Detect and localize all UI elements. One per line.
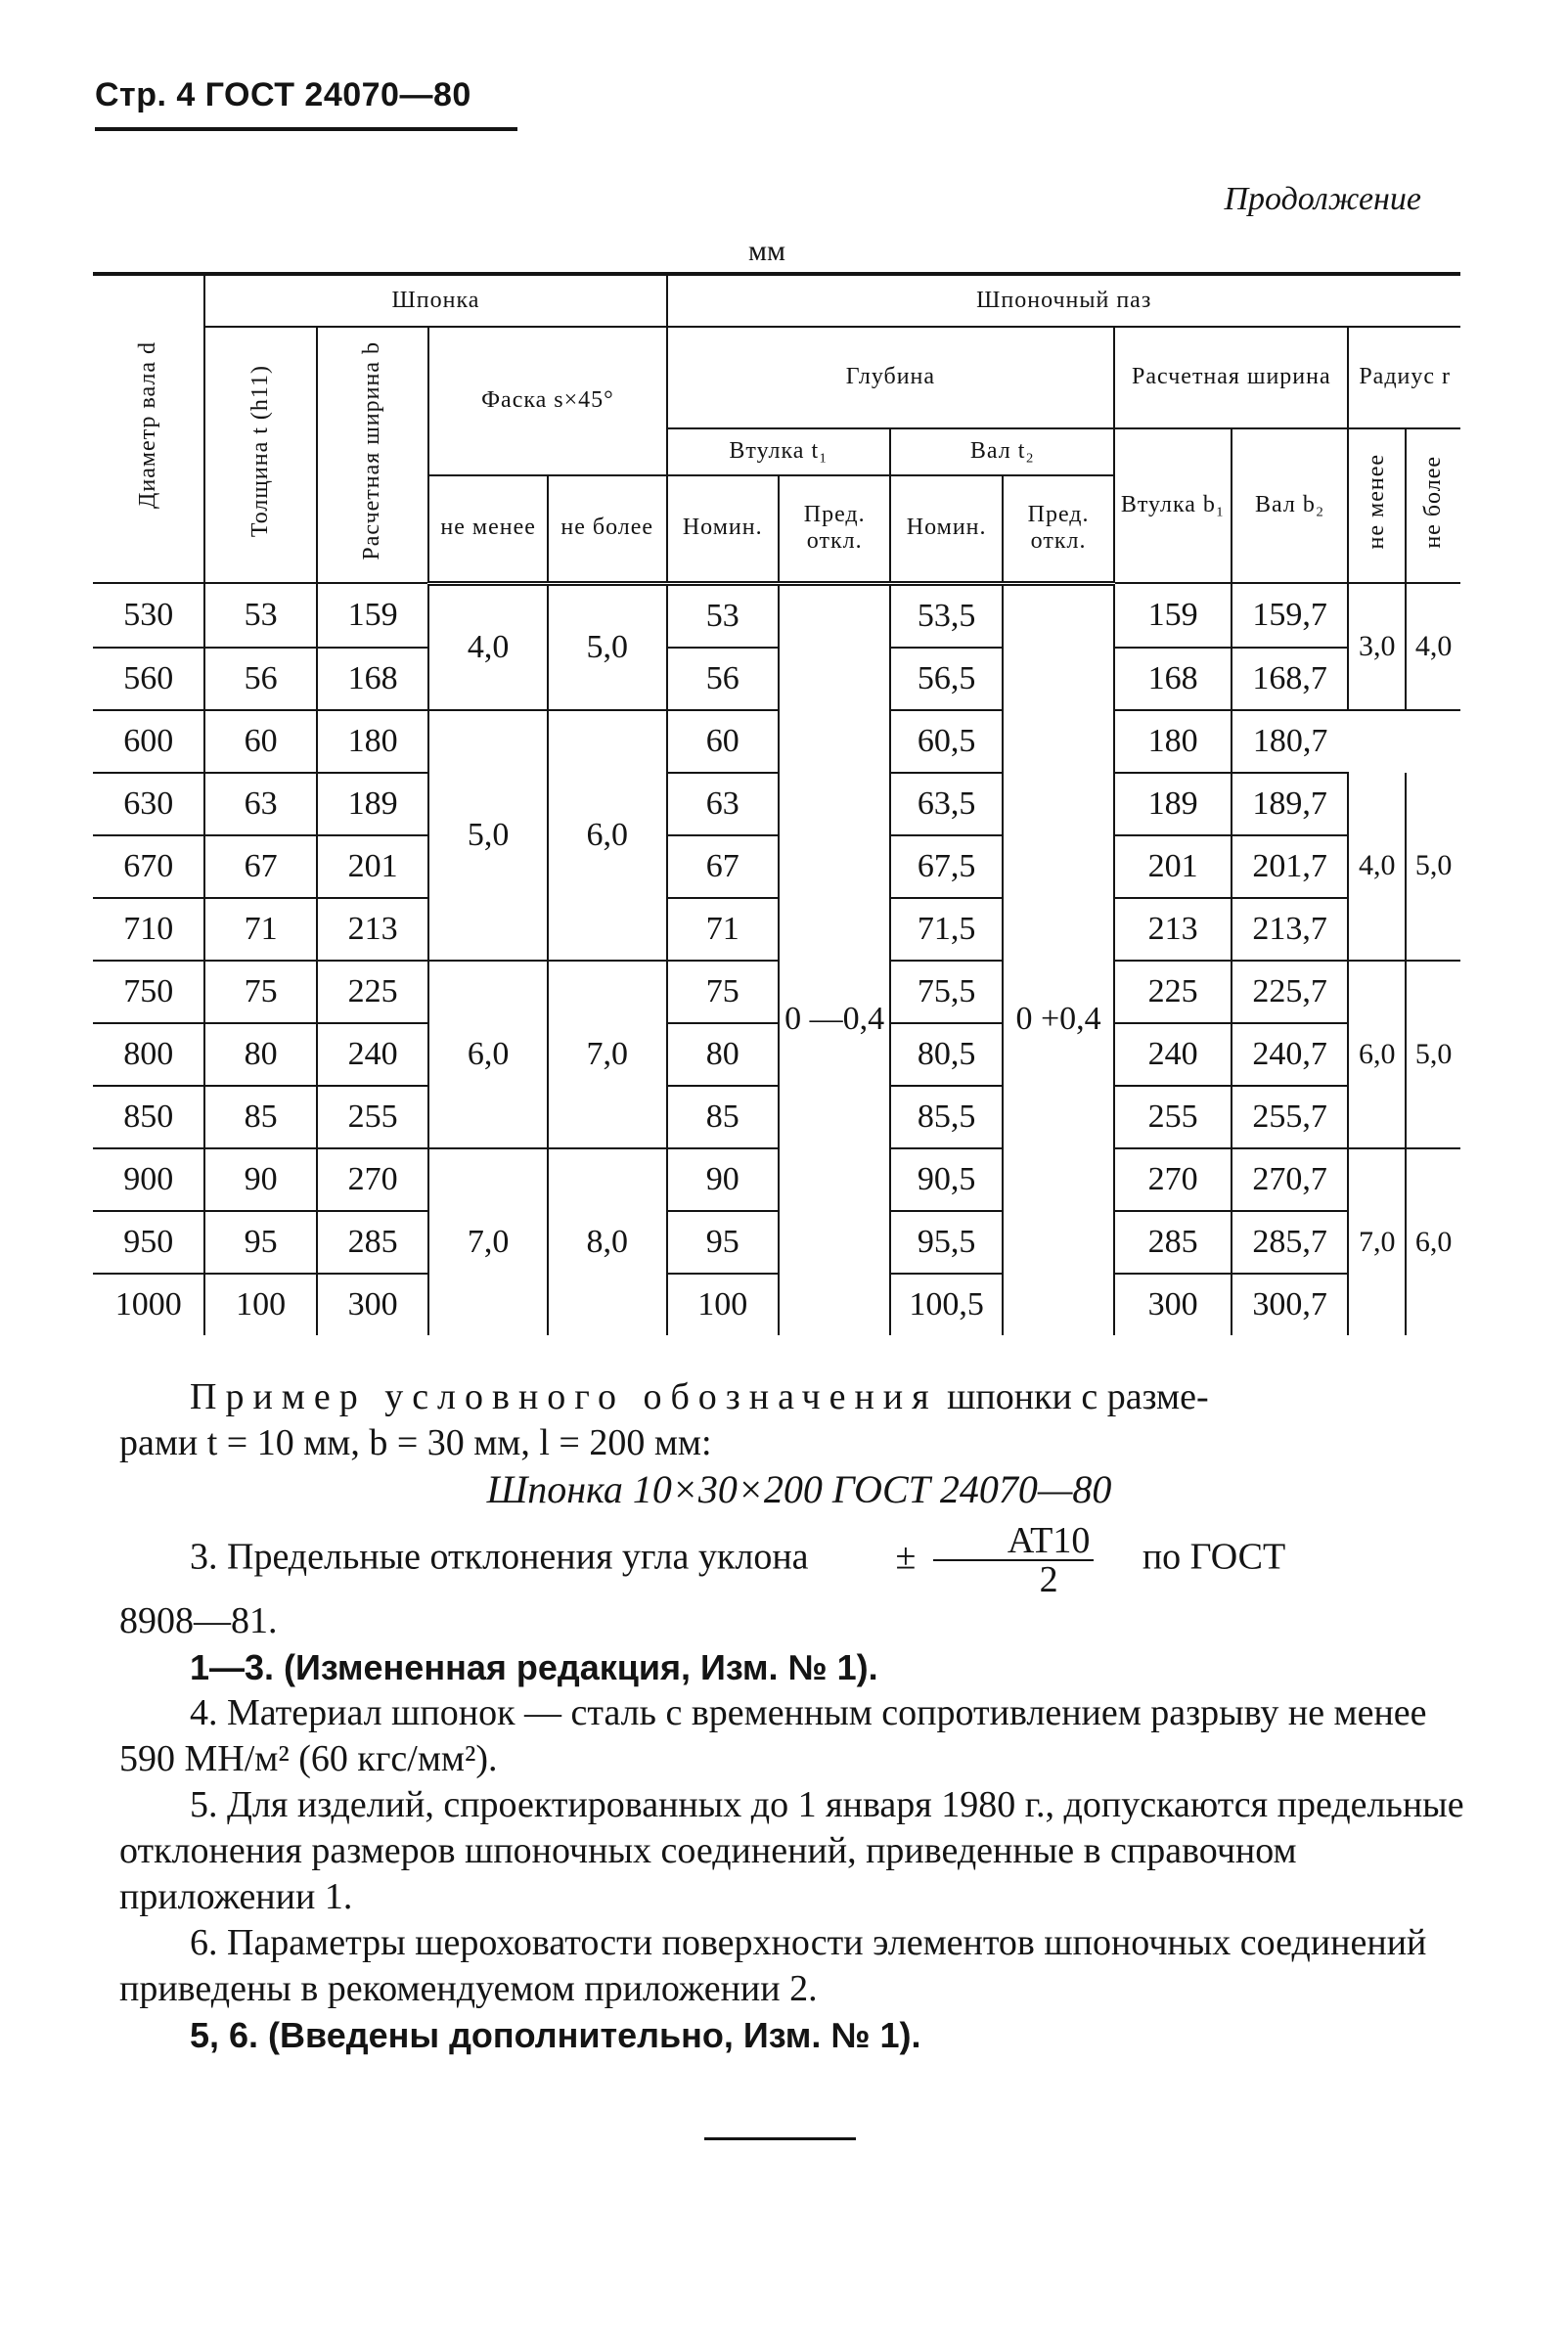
header-calc-width-slot: Расчетная ширина — [1114, 327, 1348, 428]
cell-thickness: 85 — [204, 1086, 316, 1148]
cell-calc-width: 300 — [317, 1274, 428, 1335]
header-calc-width: Расчетная ширина b — [317, 327, 428, 583]
cell-calc-width: 168 — [317, 648, 428, 710]
cell-chamfer-min: 5,0 — [428, 710, 548, 961]
cell-shaft-width: 189,7 — [1232, 773, 1349, 835]
units-label: мм — [748, 235, 785, 267]
cell-calc-width: 213 — [317, 898, 428, 961]
cell-shaft-diameter: 710 — [93, 898, 204, 961]
cell-shaft-diameter: 750 — [93, 961, 204, 1023]
plus-minus: ± — [895, 1536, 917, 1578]
cell-shaft-nominal: 63,5 — [890, 773, 1002, 835]
cell-shaft-nominal: 71,5 — [890, 898, 1002, 961]
table-row — [93, 648, 1460, 710]
cell-hub-nominal: 56 — [667, 648, 779, 710]
cell-shaft-width: 201,7 — [1232, 835, 1349, 898]
cell-shaft-diameter: 560 — [93, 648, 204, 710]
cell-shaft-diameter: 600 — [93, 710, 204, 773]
page-header: Стр. 4 ГОСТ 24070—80 — [95, 76, 471, 113]
cell-radius-max: 4,0 — [1406, 583, 1460, 710]
end-rule — [704, 2137, 856, 2140]
table-row — [93, 961, 1460, 1023]
header-keyway: Шпоночный паз — [667, 274, 1461, 327]
table-row — [93, 1211, 1460, 1274]
cell-shaft-nominal: 75,5 — [890, 961, 1002, 1023]
cell-radius-max: 5,0 — [1406, 961, 1460, 1148]
cell-hub-nominal: 90 — [667, 1148, 779, 1211]
table-row — [93, 773, 1460, 835]
cell-shaft-width: 225,7 — [1232, 961, 1349, 1023]
cell-shaft-nominal: 56,5 — [890, 648, 1002, 710]
fraction-numerator: AT10 — [933, 1522, 1094, 1561]
cell-calc-width: 255 — [317, 1086, 428, 1148]
cell-shaft-diameter: 850 — [93, 1086, 204, 1148]
cell-chamfer-max: 5,0 — [548, 583, 667, 710]
cell-radius-max: 5,0 — [1406, 773, 1460, 961]
cell-shaft-width: 270,7 — [1232, 1148, 1349, 1211]
continuation-label: Продолжение — [1224, 181, 1421, 217]
header-shaft-dev: Пред. откл. — [1003, 475, 1114, 583]
cell-thickness: 67 — [204, 835, 316, 898]
fraction — [933, 1522, 1094, 1598]
cell-thickness: 75 — [204, 961, 316, 1023]
cell-shaft-width: 213,7 — [1232, 898, 1349, 961]
cell-hub-width: 201 — [1114, 835, 1232, 898]
cell-hub-width: 270 — [1114, 1148, 1232, 1211]
header-key: Шпонка — [204, 274, 666, 327]
cell-hub-width: 159 — [1114, 583, 1232, 648]
cell-chamfer-min: 4,0 — [428, 583, 548, 710]
cell-thickness: 100 — [204, 1274, 316, 1335]
cell-thickness: 63 — [204, 773, 316, 835]
paragraph-4: 4. Материал шпонок — сталь с временным сопротивлением разрыву не менее 590 МН/м² (60 кгс/мм²). — [119, 1692, 1427, 1779]
header-hub-dev: Пред. откл. — [779, 475, 890, 583]
header-chamfer: Фаска s×45° — [428, 327, 666, 475]
keys-table — [93, 272, 1460, 1335]
cell-calc-width: 285 — [317, 1211, 428, 1274]
cell-hub-width: 225 — [1114, 961, 1232, 1023]
cell-thickness: 60 — [204, 710, 316, 773]
cell-chamfer-max: 6,0 — [548, 710, 667, 961]
cell-shaft-diameter: 900 — [93, 1148, 204, 1211]
p3-standard: 8908—81. — [119, 1600, 278, 1641]
cell-shaft-width: 168,7 — [1232, 648, 1349, 710]
cell-hub-nominal: 100 — [667, 1274, 779, 1335]
cell-hub-nominal: 71 — [667, 898, 779, 961]
example-line2: рами t = 10 мм, b = 30 мм, l = 200 мм: — [119, 1422, 712, 1463]
cell-shaft-diameter: 950 — [93, 1211, 204, 1274]
table-row — [93, 1023, 1460, 1086]
cell-shaft-width: 159,7 — [1232, 583, 1349, 648]
cell-thickness: 95 — [204, 1211, 316, 1274]
cell-thickness: 56 — [204, 648, 316, 710]
cell-thickness: 80 — [204, 1023, 316, 1086]
cell-hub-width: 189 — [1114, 773, 1232, 835]
table-row — [93, 1148, 1460, 1211]
cell-calc-width: 270 — [317, 1148, 428, 1211]
header-thickness: Толщина t (h11) — [204, 327, 316, 583]
header-radius: Радиус r — [1348, 327, 1460, 428]
cell-radius-min: 3,0 — [1348, 583, 1406, 710]
cell-hub-deviation: 0 —0,4 — [779, 583, 890, 1335]
cell-shaft-width: 300,7 — [1232, 1274, 1349, 1335]
example-spaced: Пример условного обозначения — [190, 1376, 938, 1417]
cell-shaft-width: 180,7 — [1232, 710, 1349, 773]
header-depth: Глубина — [667, 327, 1115, 428]
cell-shaft-nominal: 80,5 — [890, 1023, 1002, 1086]
header-hub-b1: Втулка b₁ — [1114, 428, 1232, 583]
p3-gost: по ГОСТ — [1142, 1536, 1286, 1578]
cell-shaft-diameter: 800 — [93, 1023, 204, 1086]
header-radius-max: не более — [1406, 428, 1460, 583]
cell-hub-nominal: 63 — [667, 773, 779, 835]
cell-calc-width: 189 — [317, 773, 428, 835]
example-rest: шпонки с разме- — [947, 1376, 1209, 1417]
cell-chamfer-max: 8,0 — [548, 1148, 667, 1335]
cell-shaft-nominal: 100,5 — [890, 1274, 1002, 1335]
cell-calc-width: 201 — [317, 835, 428, 898]
header-shaft-b2: Вал b₂ — [1232, 428, 1349, 583]
fraction-denominator: 2 — [1039, 1559, 1058, 1600]
cell-hub-width: 300 — [1114, 1274, 1232, 1335]
cell-hub-nominal: 85 — [667, 1086, 779, 1148]
table-row — [93, 1086, 1460, 1148]
cell-shaft-diameter: 670 — [93, 835, 204, 898]
cell-chamfer-min: 6,0 — [428, 961, 548, 1148]
body-text — [119, 1374, 1479, 2058]
header-shaft-nom: Номин. — [890, 475, 1002, 583]
cell-hub-nominal: 80 — [667, 1023, 779, 1086]
cell-calc-width: 159 — [317, 583, 428, 648]
cell-shaft-nominal: 85,5 — [890, 1086, 1002, 1148]
cell-thickness: 53 — [204, 583, 316, 648]
cell-calc-width: 240 — [317, 1023, 428, 1086]
table-row — [93, 583, 1460, 648]
cell-shaft-deviation: 0 +0,4 — [1003, 583, 1114, 1335]
table-row — [93, 1274, 1460, 1335]
p3-text: 3. Предельные отклонения угла уклона — [190, 1536, 809, 1578]
header-chamfer-max: не более — [548, 475, 667, 583]
header-hub-t1: Втулка t₁ — [667, 428, 891, 475]
cell-radius-min: 6,0 — [1348, 961, 1406, 1148]
cell-shaft-width: 240,7 — [1232, 1023, 1349, 1086]
header-shaft-diameter: Диаметр вала d — [93, 274, 204, 583]
cell-hub-nominal: 60 — [667, 710, 779, 773]
cell-hub-width: 168 — [1114, 648, 1232, 710]
cell-hub-nominal: 53 — [667, 583, 779, 648]
table-row — [93, 898, 1460, 961]
header-radius-min: не менее — [1348, 428, 1406, 583]
cell-hub-nominal: 67 — [667, 835, 779, 898]
cell-hub-width: 180 — [1114, 710, 1232, 773]
amendment-1: 1—3. (Измененная редакция, Изм. № 1). — [190, 1647, 878, 1687]
cell-shaft-nominal: 67,5 — [890, 835, 1002, 898]
cell-thickness: 71 — [204, 898, 316, 961]
cell-shaft-nominal: 60,5 — [890, 710, 1002, 773]
header-chamfer-min: не менее — [428, 475, 548, 583]
cell-radius-min: 4,0 — [1348, 773, 1406, 961]
cell-chamfer-min: 7,0 — [428, 1148, 548, 1335]
cell-hub-width: 213 — [1114, 898, 1232, 961]
cell-shaft-nominal: 90,5 — [890, 1148, 1002, 1211]
cell-hub-width: 285 — [1114, 1211, 1232, 1274]
cell-shaft-nominal: 95,5 — [890, 1211, 1002, 1274]
cell-shaft-width: 285,7 — [1232, 1211, 1349, 1274]
cell-hub-width: 240 — [1114, 1023, 1232, 1086]
cell-calc-width: 225 — [317, 961, 428, 1023]
amendment-2: 5, 6. (Введены дополнительно, Изм. № 1). — [190, 2015, 921, 2055]
cell-shaft-width: 255,7 — [1232, 1086, 1349, 1148]
designation: Шпонка 10×30×200 ГОСТ 24070—80 — [486, 1467, 1112, 1511]
header-hub-nom: Номин. — [667, 475, 779, 583]
table-row — [93, 710, 1460, 773]
table-row — [93, 835, 1460, 898]
cell-shaft-nominal: 53,5 — [890, 583, 1002, 648]
header-shaft-t2: Вал t₂ — [890, 428, 1114, 475]
paragraph-6: 6. Параметры шероховатости поверхности элементов шпоночных соединений приведены в рекомендуемом приложении 2. — [119, 1922, 1427, 2009]
cell-shaft-diameter: 630 — [93, 773, 204, 835]
cell-hub-width: 255 — [1114, 1086, 1232, 1148]
cell-hub-nominal: 95 — [667, 1211, 779, 1274]
cell-calc-width: 180 — [317, 710, 428, 773]
cell-shaft-diameter: 530 — [93, 583, 204, 648]
cell-chamfer-max: 7,0 — [548, 961, 667, 1148]
header-rule — [95, 127, 517, 131]
cell-hub-nominal: 75 — [667, 961, 779, 1023]
cell-radius-min: 7,0 — [1348, 1148, 1406, 1335]
cell-shaft-diameter: 1000 — [93, 1274, 204, 1335]
cell-radius-max: 6,0 — [1406, 1148, 1460, 1335]
paragraph-5: 5. Для изделий, спроектированных до 1 января 1980 г., допускаются предельные отклонения размеров шпоночных соединений, приведенные в справочном приложении 1. — [119, 1784, 1464, 1917]
cell-thickness: 90 — [204, 1148, 316, 1211]
